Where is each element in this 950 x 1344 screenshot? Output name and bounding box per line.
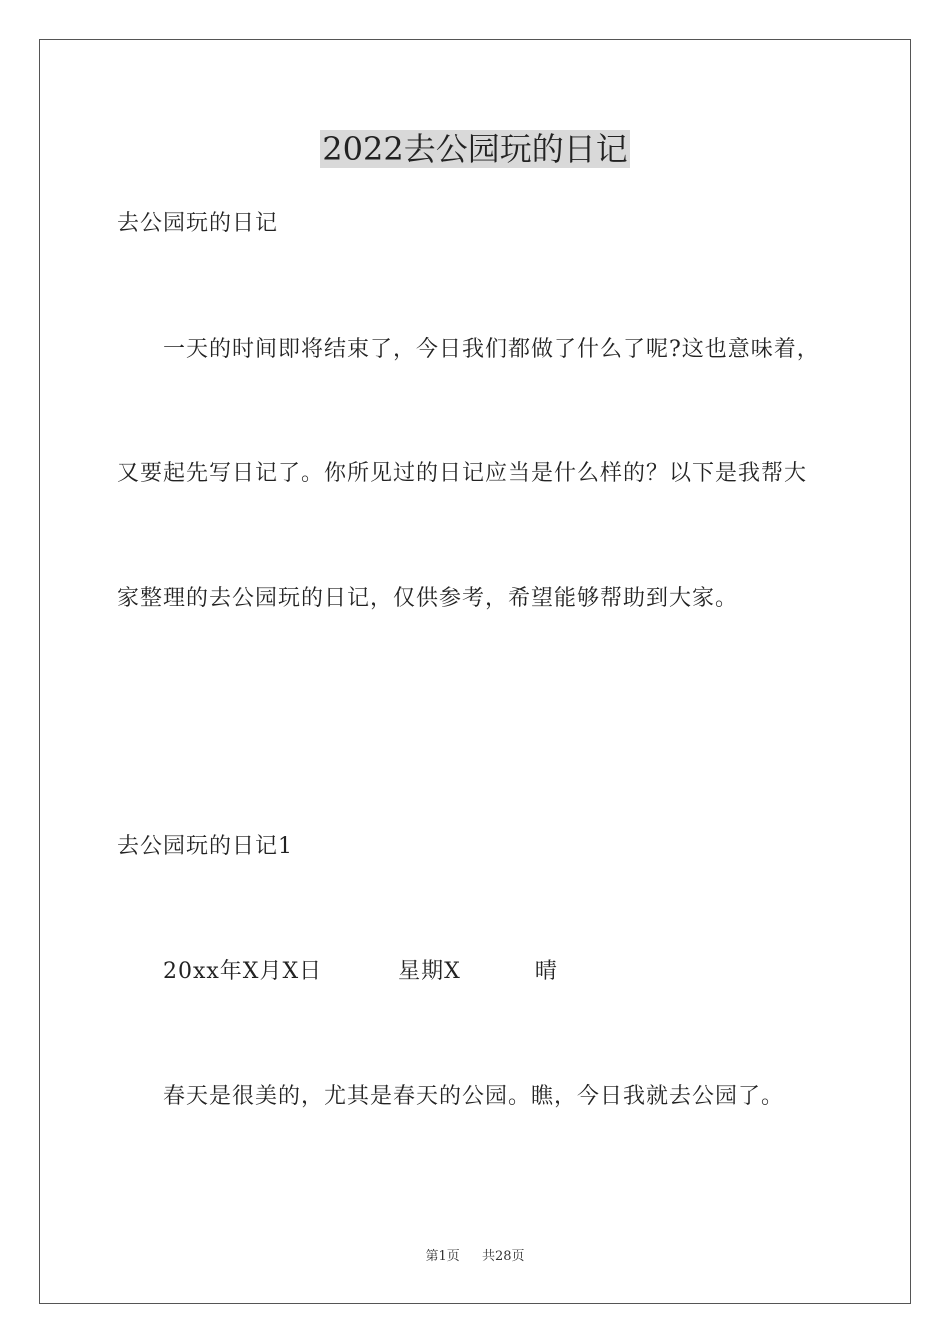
diary-weather: 晴 bbox=[534, 959, 558, 984]
document-title bbox=[0, 126, 950, 172]
page-total: 共28页 bbox=[482, 1249, 525, 1264]
diary-date: 20xx年X月X日 bbox=[163, 959, 323, 984]
document-subtitle: 去公园玩的日记 bbox=[117, 211, 279, 236]
date-line bbox=[163, 957, 558, 987]
page-number: 第1页 bbox=[425, 1249, 460, 1264]
intro-line-3: 家整理的去公园玩的日记，仅供参考，希望能够帮助到大家。 bbox=[117, 586, 739, 611]
diary-weekday: 星期X bbox=[398, 959, 461, 984]
intro-line-2: 又要起先写日记了。你所见过的日记应当是什么样的？以下是我帮大 bbox=[117, 461, 808, 486]
intro-line-1: 一天的时间即将结束了，今日我们都做了什么了呢?这也意味着， bbox=[163, 337, 820, 362]
page-footer bbox=[0, 1248, 950, 1266]
body-paragraph-line: 春天是很美的，尤其是春天的公园。瞧，今日我就去公园了。 bbox=[163, 1084, 785, 1109]
document-title-text: 2022去公园玩的日记 bbox=[322, 130, 628, 168]
section-heading: 去公园玩的日记1 bbox=[117, 834, 293, 859]
